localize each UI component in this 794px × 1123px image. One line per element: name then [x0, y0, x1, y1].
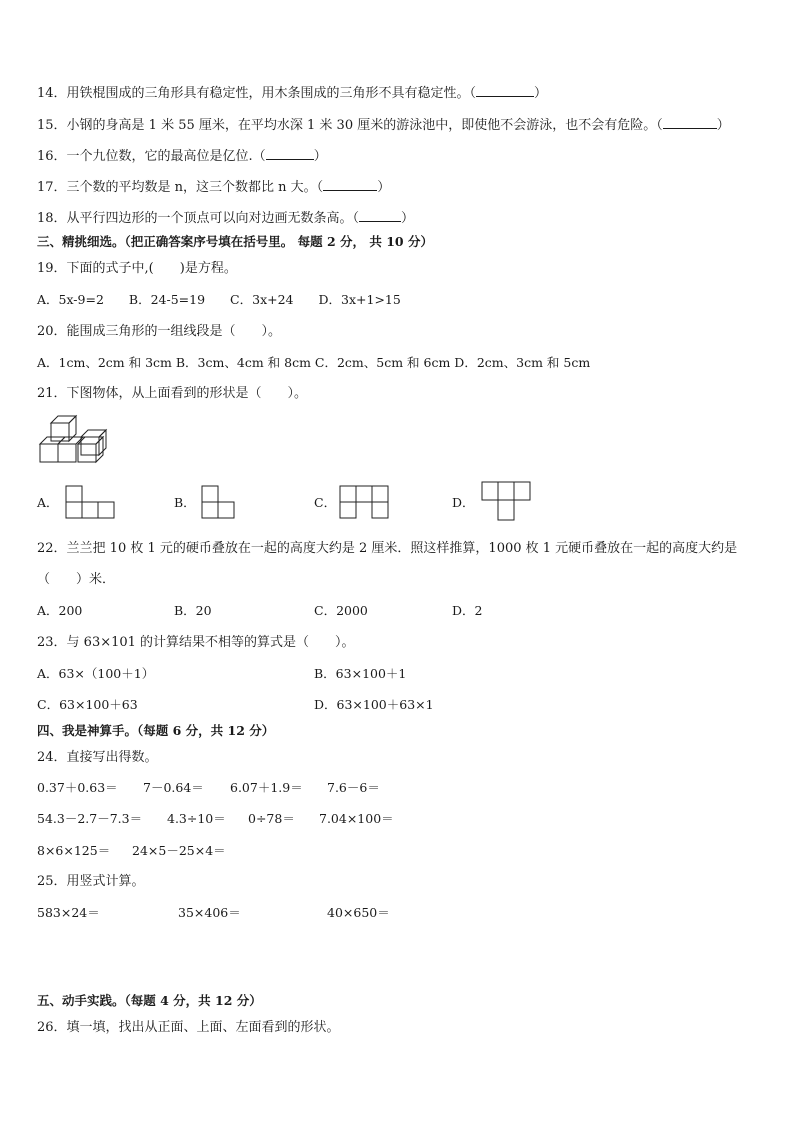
question-23-option-a[interactable]: A．63×（100＋1）: [37, 666, 155, 681]
option-c-label: C．: [314, 495, 337, 510]
question-23-option-c[interactable]: C．63×100＋63: [37, 697, 138, 712]
calc-item: 24×5－25×4＝: [132, 843, 226, 858]
question-19-stem: 19．下面的式子中,( )是方程。: [37, 261, 237, 276]
calc-item: 7－0.64＝: [143, 780, 204, 795]
option-c-grid[interactable]: [339, 485, 391, 521]
question-26-stem: 26．填一填，找出从正面、上面、左面看到的形状。: [37, 1020, 340, 1035]
answer-blank[interactable]: [323, 178, 377, 191]
question-23-stem: 23．与 63×101 的计算结果不相等的算式是（ ）。: [37, 635, 355, 650]
question-22-option-a[interactable]: A．200: [37, 603, 83, 618]
option-d-label: D．: [452, 495, 475, 510]
option-b-label: B．: [174, 495, 196, 510]
calc-item: 8×6×125＝: [37, 843, 111, 858]
question-16: 16．一个九位数，它的最高位是亿位.（ ）: [37, 149, 327, 164]
calc-item: 7.6－6＝: [327, 780, 380, 795]
question-17: 17．三个数的平均数是 n，这三个数都比 n 大。（ ）: [37, 180, 391, 195]
question-21-stem: 21．下图物体，从上面看到的形状是（ ）。: [37, 386, 308, 401]
option-d-grid[interactable]: [481, 481, 533, 523]
calc-item: 4.3÷10＝: [167, 811, 226, 826]
calc-item: 0÷78＝: [248, 811, 295, 826]
vertical-calc-item: 40×650＝: [327, 905, 390, 920]
section-3-heading: 三、精挑细选。（把正确答案序号填在括号里。 每题 2 分， 共 10 分）: [37, 234, 433, 249]
question-23-option-d[interactable]: D．63×100＋63×1: [314, 697, 434, 712]
answer-blank[interactable]: [266, 147, 314, 160]
question-22-stem: 22．兰兰把 10 枚 1 元的硬币叠放在一起的高度大约是 2 厘米．照这样推算，1000 枚 1 元硬币叠放在一起的高度大约是: [37, 541, 738, 556]
option-a-label: A．: [37, 495, 59, 510]
cube-stack-figure: [38, 414, 110, 466]
question-25-stem: 25．用竖式计算。: [37, 874, 145, 889]
section-5-heading: 五、动手实践。（每题 4 分，共 12 分）: [37, 993, 262, 1008]
calc-item: 0.37＋0.63＝: [37, 780, 118, 795]
question-20-options: A．1cm、2cm 和 3cm B．3cm、4cm 和 8cm C．2cm、5cm 和 6cm D．2cm、3cm 和 5cm: [37, 355, 591, 370]
section-4-heading: 四、我是神算手。（每题 6 分，共 12 分）: [37, 723, 275, 738]
question-22-option-d[interactable]: D．2: [452, 603, 483, 618]
calc-item: 7.04×100＝: [319, 811, 394, 826]
question-14: 14．用铁棍围成的三角形具有稳定性，用木条围成的三角形不具有稳定性。（ ）: [37, 86, 548, 101]
option-b-grid[interactable]: [201, 485, 237, 521]
question-15: 15．小钢的身高是 1 米 55 厘米，在平均水深 1 米 30 厘米的游泳池中，即使他不会游泳，也不会有危险。（ ）: [37, 118, 730, 133]
question-19-options: A．5x-9=2 B．24-5=19 C．3x+24 D．3x+1>15: [37, 292, 401, 307]
cube: [51, 423, 69, 441]
answer-blank[interactable]: [663, 116, 717, 129]
option-a-grid[interactable]: [65, 485, 115, 521]
question-23-option-b[interactable]: B．63×100＋1: [314, 666, 407, 681]
cube: [40, 444, 58, 462]
vertical-calc-item: 35×406＝: [178, 905, 241, 920]
calc-item: 6.07＋1.9＝: [230, 780, 303, 795]
question-24-stem: 24．直接写出得数。: [37, 750, 158, 765]
question-22-option-b[interactable]: B．20: [174, 603, 212, 618]
answer-blank[interactable]: [359, 209, 401, 222]
question-18: 18．从平行四边形的一个顶点可以向对边画无数条高。（ ）: [37, 211, 415, 226]
cube: [58, 444, 76, 462]
answer-blank[interactable]: [476, 84, 534, 97]
question-20-stem: 20．能围成三角形的一组线段是（ ）。: [37, 324, 282, 339]
question-22-option-c[interactable]: C．2000: [314, 603, 368, 618]
vertical-calc-item: 583×24＝: [37, 905, 100, 920]
question-22-stem-cont: （ ）米．: [37, 572, 116, 587]
calc-item: 54.3－2.7－7.3＝: [37, 811, 143, 826]
